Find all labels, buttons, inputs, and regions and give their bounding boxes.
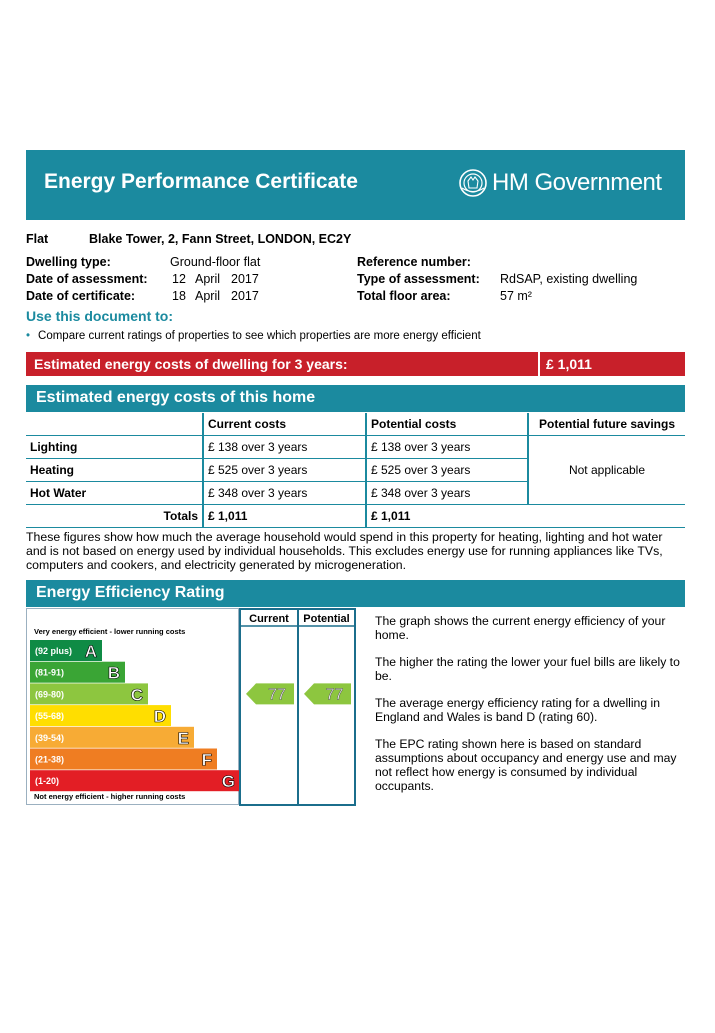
- efficiency-heading-bar: [26, 580, 685, 607]
- hm-government-logo: [458, 168, 662, 198]
- property-address: Blake Tower, 2, Fann Street, LONDON, EC2Y: [89, 232, 352, 246]
- band-letter: A: [84, 642, 97, 661]
- row-label: Lighting: [26, 436, 203, 459]
- certificate-header: [26, 150, 685, 220]
- dwelling-type-value: Ground-floor flat: [170, 255, 261, 269]
- band-range: (81-91): [35, 667, 65, 678]
- government-name: HM Government: [492, 169, 662, 196]
- totals-label: Totals: [26, 505, 203, 528]
- band-range: (55-68): [35, 711, 65, 722]
- band-letter: F: [201, 750, 212, 770]
- date-of-certificate-row: [26, 289, 259, 303]
- reference-number-label: Reference number:: [357, 255, 471, 269]
- date-of-certificate-month: April: [195, 289, 221, 303]
- column-potential-label: Potential: [303, 613, 350, 625]
- floor-area-label: Total floor area:: [357, 289, 451, 303]
- table-totals-row: [26, 505, 685, 528]
- dwelling-type-label: Dwelling type:: [26, 255, 111, 269]
- date-of-certificate-year: 2017: [231, 289, 259, 303]
- assessment-type-label: Type of assessment:: [357, 272, 480, 286]
- royal-crest-icon: [458, 168, 488, 198]
- band-letter: G: [221, 772, 235, 792]
- row-potential: £ 525 over 3 years: [366, 459, 528, 482]
- date-of-assessment-label: Date of assessment:: [26, 272, 148, 286]
- column-current-label: Current: [249, 613, 289, 625]
- efficiency-paragraph: The EPC rating shown here is based on standard assumptions about occupancy and energy use and may not reflect how energy is consumed by individual occupants.: [375, 737, 677, 793]
- date-of-certificate-label: Date of certificate:: [26, 289, 136, 303]
- row-potential: £ 138 over 3 years: [366, 436, 528, 459]
- header-current-costs: Current costs: [203, 413, 366, 436]
- row-potential: £ 348 over 3 years: [366, 482, 528, 505]
- graph-bottom-label: Not energy efficient - higher running costs: [34, 792, 186, 801]
- assessment-type-row: [357, 272, 638, 286]
- floor-area-row: [357, 289, 532, 303]
- header-potential-savings: Potential future savings: [528, 413, 685, 436]
- band-range: (1-20): [35, 776, 60, 787]
- row-current: £ 138 over 3 years: [203, 436, 366, 459]
- floor-area-value: 57 m²: [500, 289, 532, 303]
- divider: [538, 352, 540, 376]
- estimated-3yr-costs-label: Estimated energy costs of dwelling for 3 years:: [34, 356, 348, 372]
- efficiency-heading: Energy Efficiency Rating: [36, 584, 225, 601]
- date-of-assessment-row: [26, 272, 259, 286]
- potential-rating-value: 77: [325, 686, 344, 704]
- cost-explanation: These figures show how much the average household would spend in this property for heating, lighting and hot water and is not based on energy used by individual households. This excludes energy use for running appliances like TVs, computers and cookers, and electricity generated by microgeneration.: [26, 530, 663, 572]
- reference-number-row: [357, 255, 471, 269]
- date-of-assessment-year: 2017: [231, 272, 259, 286]
- efficiency-paragraph: The average energy efficiency rating for a dwelling in England and Wales is band D (rating 60).: [375, 696, 660, 724]
- estimated-3yr-costs-bar: [26, 352, 685, 376]
- band-range: (21-38): [35, 754, 65, 765]
- band-letter: C: [130, 685, 143, 705]
- band-range: (69-80): [35, 689, 65, 700]
- dwelling-type-row: [26, 255, 261, 269]
- row-current: £ 525 over 3 years: [203, 459, 366, 482]
- band-letter: E: [177, 728, 189, 748]
- table-header-row: [26, 413, 685, 436]
- header-potential-costs: Potential costs: [366, 413, 528, 436]
- use-document-bullet-text: Compare current ratings of properties to see which properties are more energy efficient: [38, 330, 481, 342]
- efficiency-paragraph: The graph shows the current energy efficiency of your home.: [375, 614, 666, 642]
- costs-heading-bar: [26, 385, 685, 412]
- costs-table: [26, 413, 685, 528]
- row-current: £ 348 over 3 years: [203, 482, 366, 505]
- certificate-title: Energy Performance Certificate: [44, 170, 358, 193]
- band-letter: B: [107, 663, 120, 683]
- total-potential: £ 1,011: [366, 505, 528, 528]
- savings-value: Not applicable: [528, 436, 685, 505]
- estimated-3yr-costs-value: £ 1,011: [546, 356, 592, 372]
- efficiency-explanation: [375, 614, 685, 806]
- date-of-assessment-month: April: [195, 272, 221, 286]
- current-rating-value: 77: [268, 686, 286, 704]
- bullet-icon: •: [26, 330, 31, 342]
- use-document-heading: Use this document to:: [26, 308, 174, 324]
- band-range: (39-54): [35, 732, 65, 743]
- date-of-certificate-day: 18: [172, 289, 186, 303]
- assessment-type-value: RdSAP, existing dwelling: [500, 272, 638, 286]
- graph-top-label: Very energy efficient - lower running costs: [34, 627, 186, 636]
- efficiency-rating-graph: [26, 608, 356, 808]
- table-row: [26, 436, 685, 459]
- total-current: £ 1,011: [203, 505, 366, 528]
- band-range: (92 plus): [35, 646, 73, 656]
- use-document-bullet: [26, 330, 481, 342]
- efficiency-paragraph: The higher the rating the lower your fuel bills are likely to be.: [375, 655, 680, 683]
- row-label: Hot Water: [26, 482, 203, 505]
- band-bar: [30, 770, 240, 791]
- property-type: Flat: [26, 232, 49, 246]
- header-blank: [26, 413, 203, 436]
- band-letter: D: [153, 707, 166, 727]
- totals-blank: [528, 505, 685, 528]
- costs-heading: Estimated energy costs of this home: [36, 389, 316, 406]
- row-label: Heating: [26, 459, 203, 482]
- date-of-assessment-day: 12: [172, 272, 186, 286]
